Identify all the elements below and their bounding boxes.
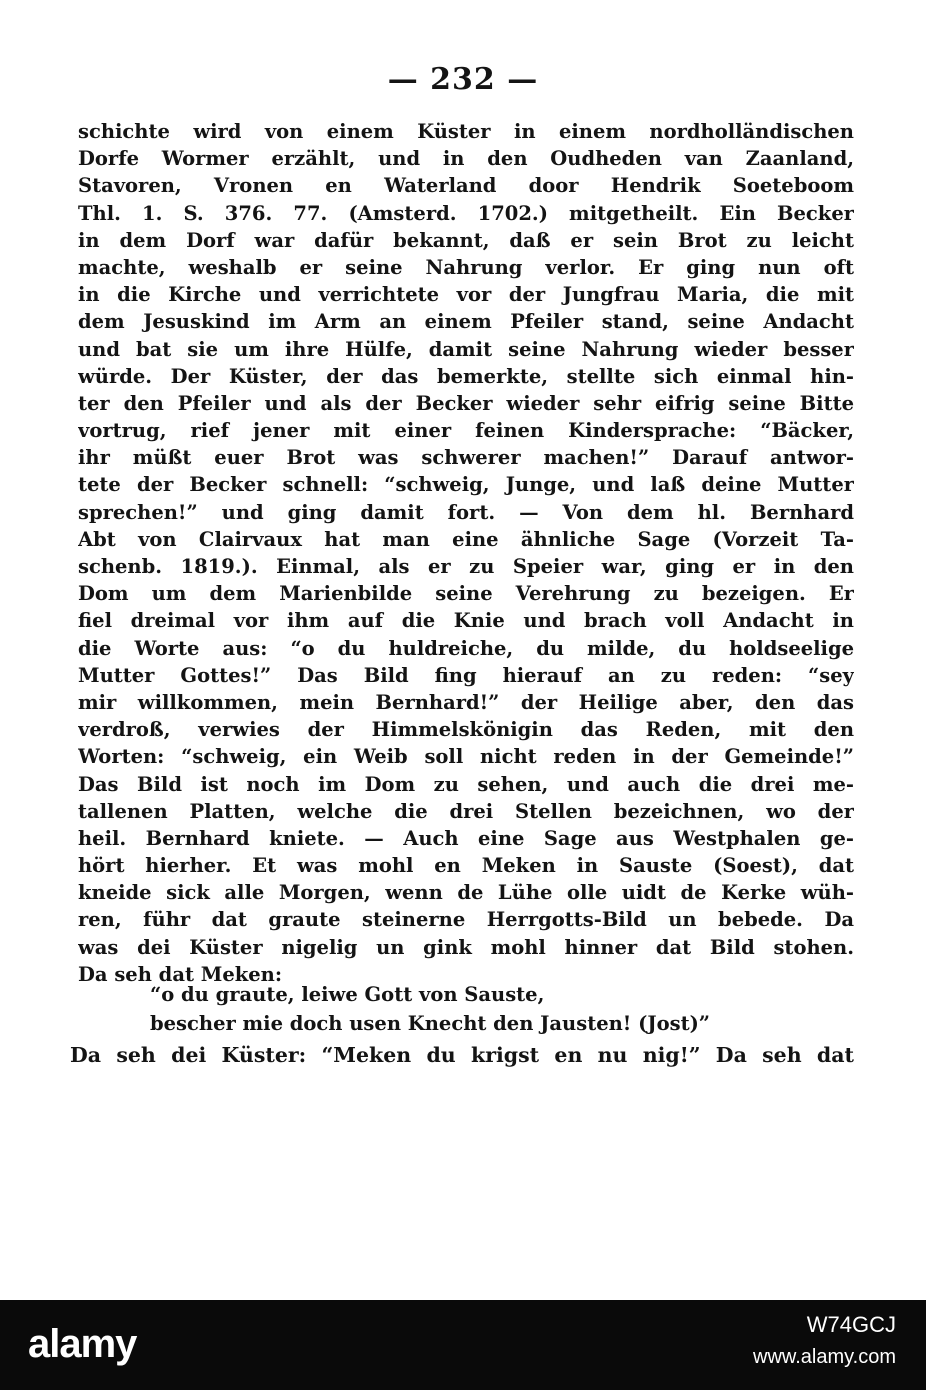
text-line: Dom um dem Marienbilde seine Verehrung zu bezeigen. Er <box>78 582 854 606</box>
text-line: schichte wird von einem Küster in einem nordholländischen <box>78 120 854 143</box>
text-line: und bat sie um ihre Hülfe, damit seine Nahrung wieder besser <box>78 337 854 361</box>
text-line: Thl. 1. S. 376. 77. (Amsterd. 1702.) mitgetheilt. Ein Becker <box>78 201 854 225</box>
image-id: W74GCJ <box>806 1312 896 1337</box>
text-line: ren, führ dat graute steinerne Herrgotts-Bild un bebede. Da <box>78 908 854 932</box>
text-line: Stavoren, Vronen en Waterland door Hendrik Soeteboom <box>78 174 854 198</box>
text-line: was dei Küster nigelig un gink mohl hinner dat Bild stohen. <box>78 935 854 959</box>
text-line: in die Kirche und verrichtete vor der Jungfrau Maria, die mit <box>78 283 854 307</box>
text-line: sprechen!” und ging damit fort. — Von dem hl. Bernhard <box>78 500 854 524</box>
page-number: — 232 — <box>387 62 539 97</box>
text-line: Abt von Clairvaux hat man eine ähnliche Sage (Vorzeit Ta- <box>78 527 854 551</box>
text-line: Das Bild ist noch im Dom zu sehen, und auch die drei me- <box>78 772 854 796</box>
text-line: kneide sick alle Morgen, wenn de Lühe olle uidt de Kerke wüh- <box>78 881 854 905</box>
text-line: Mutter Gottes!” Das Bild fing hierauf an zu reden: “sey <box>78 663 854 687</box>
text-line: in dem Dorf war dafür bekannt, daß er sein Brot zu leicht <box>78 228 854 252</box>
text-line: Da seh dat Meken: <box>78 962 283 986</box>
text-line: verdroß, verwies der Himmelskönigin das Reden, mit den <box>78 718 854 742</box>
text-line: schenb. 1819.). Einmal, als er zu Speier war, ging er in den <box>78 555 854 578</box>
text-line: fiel dreimal vor ihm auf die Knie und brach voll Andacht in <box>78 609 854 633</box>
text-line: ihr müßt euer Brot was schwerer machen!” Darauf antwor- <box>78 446 854 470</box>
text-line: Worten: “schweig, ein Weib soll nicht reden in der Gemeinde!” <box>78 745 854 769</box>
alamy-logo: alamy <box>28 1322 137 1366</box>
stock-footer-banner <box>0 1300 926 1390</box>
text-line: mir willkommen, mein Bernhard!” der Heilige aber, den das <box>78 690 854 714</box>
text-line: vortrug, rief jener mit einer feinen Kindersprache: “Bäcker, <box>78 419 854 443</box>
text-line: würde. Der Küster, der das bemerkte, stellte sich einmal hin- <box>78 364 854 388</box>
verse-line: bescher mie doch usen Knecht den Jausten! (Jost)” <box>150 1012 711 1035</box>
closing-text-line: Da seh dei Küster: “Meken du krigst en nu nig!” Da seh dat <box>70 1043 854 1067</box>
verse-line: “o du graute, leiwe Gott von Sauste, <box>150 983 545 1006</box>
text-line: machte, weshalb er seine Nahrung verlor. Er ging nun oft <box>78 255 854 279</box>
text-line: Dorfe Wormer erzählt, und in den Oudheden van Zaanland, <box>78 147 854 171</box>
text-line: dem Jesuskind im Arm an einem Pfeiler stand, seine Andacht <box>78 310 854 334</box>
site-url: www.alamy.com <box>753 1346 896 1368</box>
text-line: tete der Becker schnell: “schweig, Junge, und laß deine Mutter <box>78 473 854 497</box>
body-text <box>78 118 854 988</box>
text-line: die Worte aus: “o du huldreiche, du milde, du holdseelige <box>78 636 854 660</box>
text-line: ter den Pfeiler und als der Becker wieder sehr eifrig seine Bitte <box>78 391 854 415</box>
text-line: heil. Bernhard kniete. — Auch eine Sage aus Westphalen ge- <box>78 826 854 850</box>
text-line: hört hierher. Et was mohl en Meken in Sauste (Soest), dat <box>78 854 854 878</box>
text-line: tallenen Platten, welche die drei Stellen bezeichnen, wo der <box>78 799 854 823</box>
verse-quote <box>150 980 810 1038</box>
